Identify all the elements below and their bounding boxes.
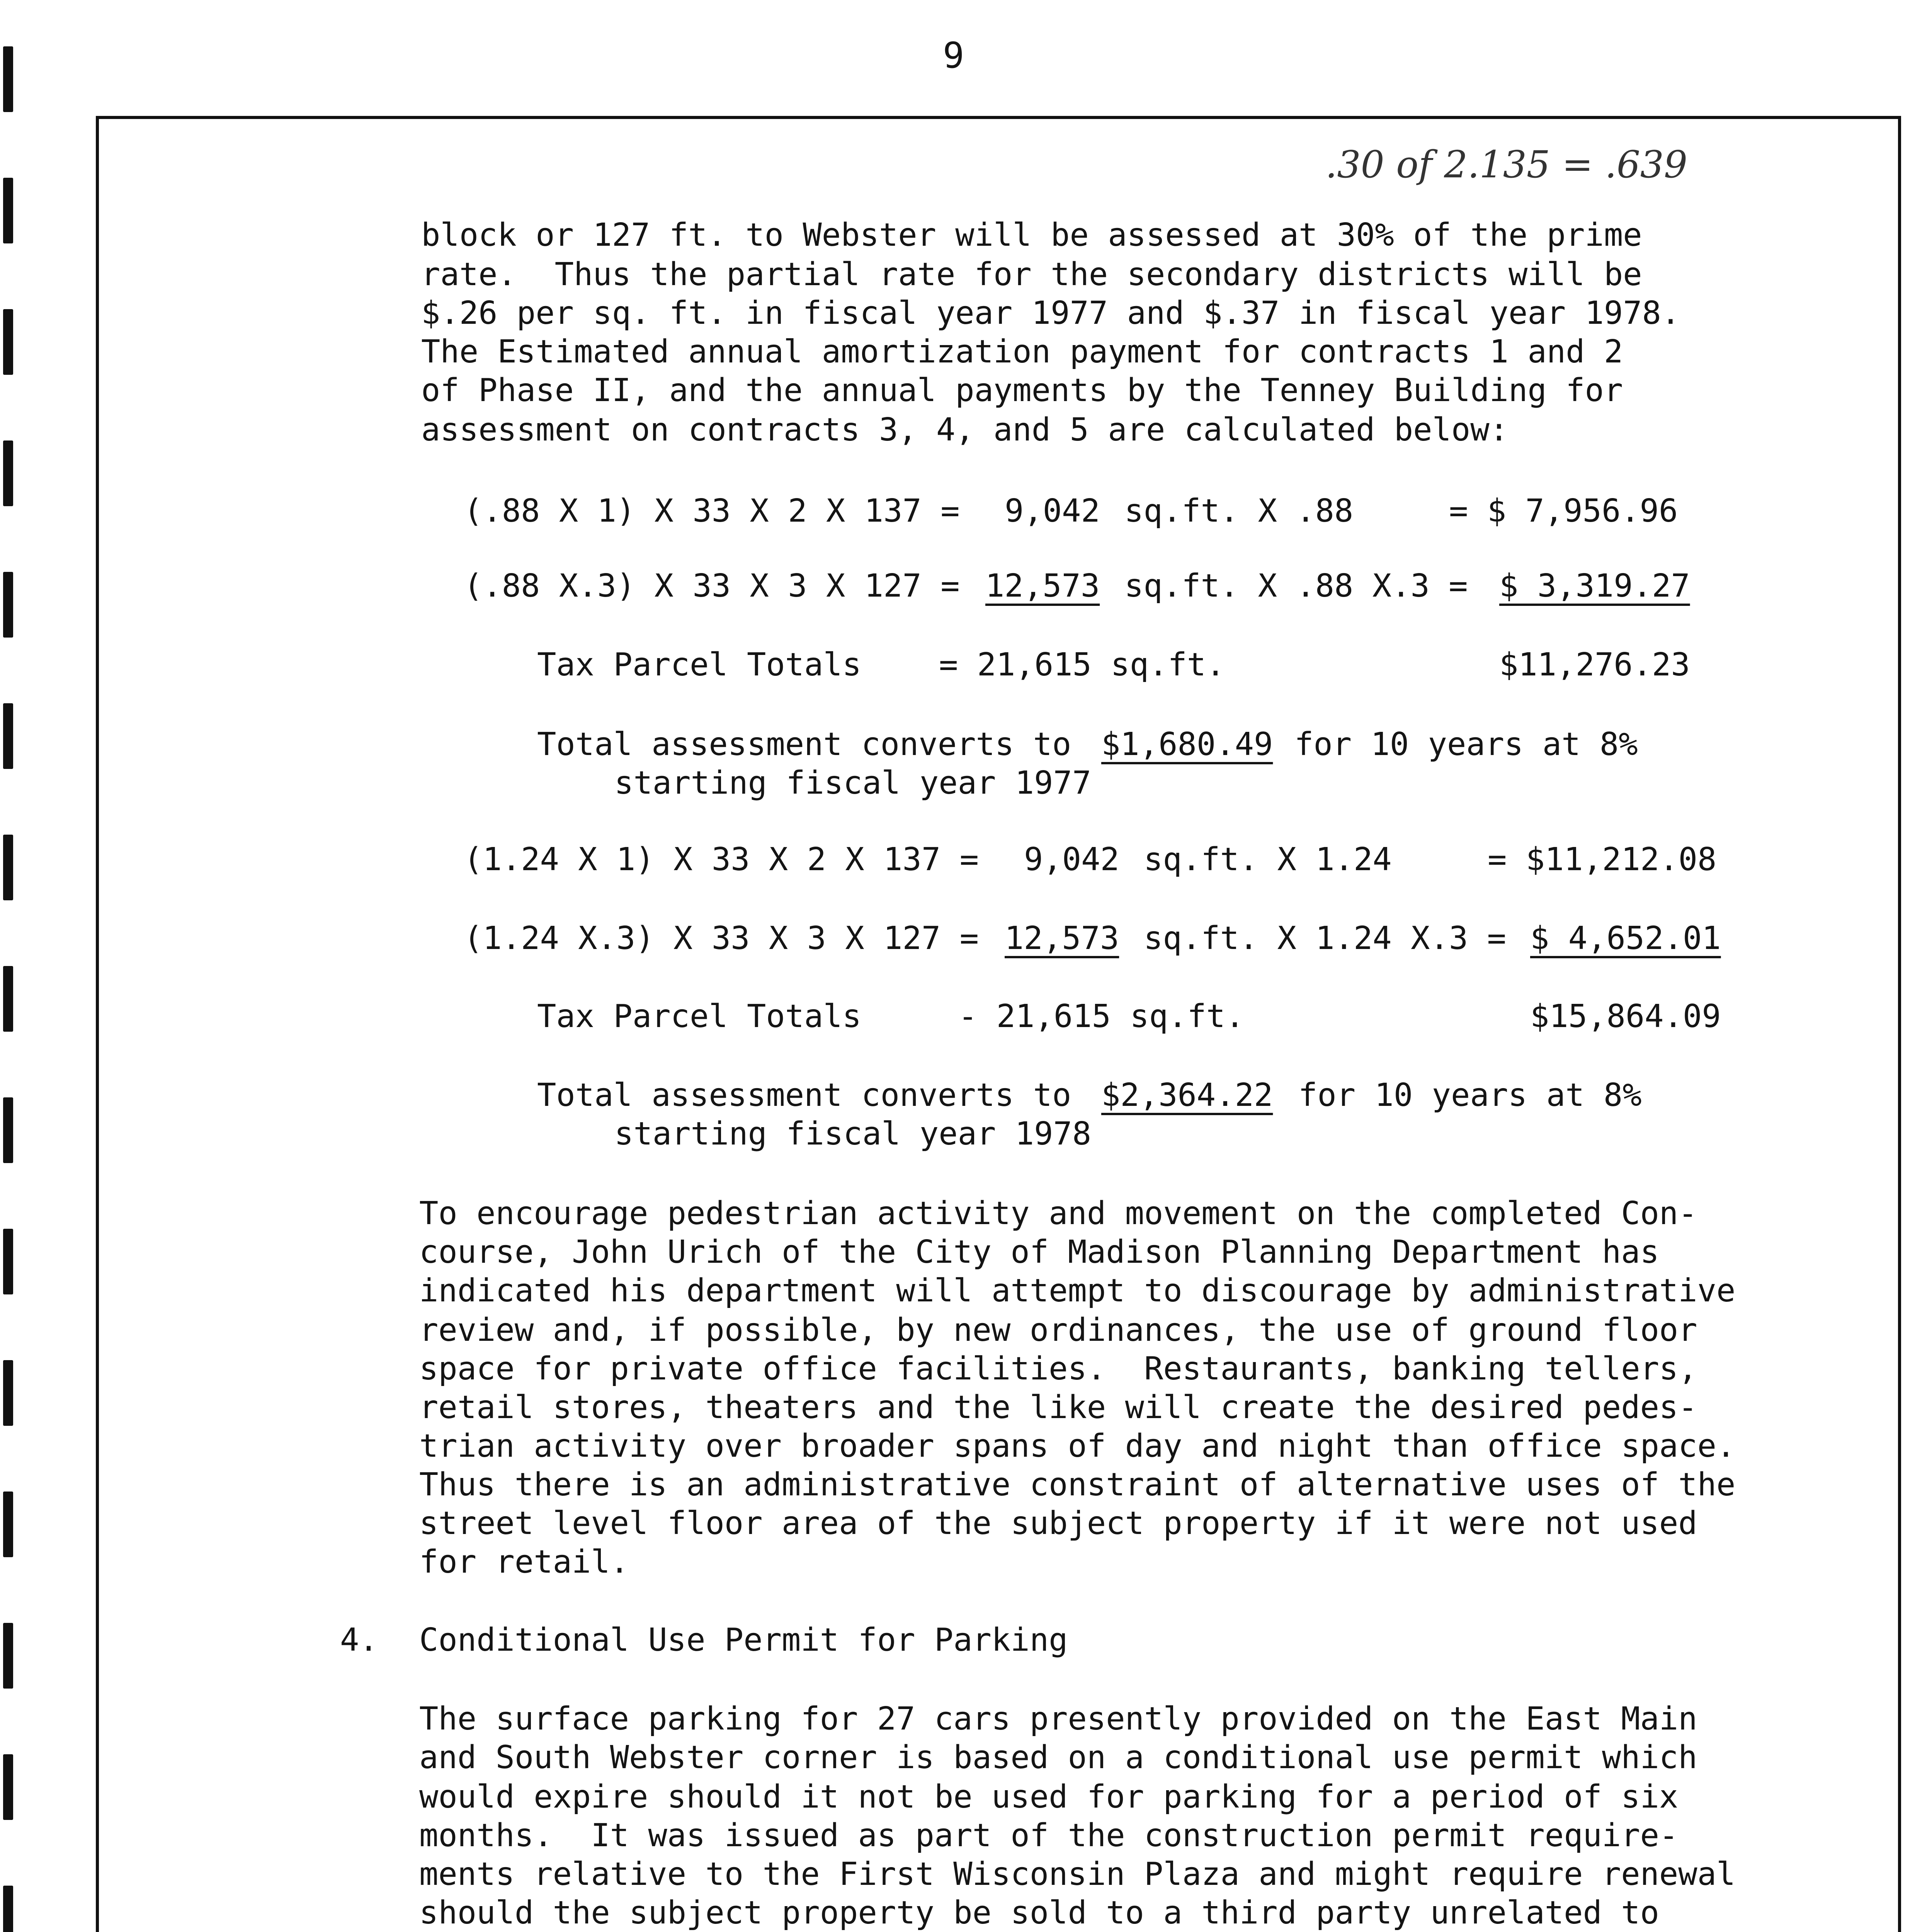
summary-line2: starting fiscal year 1978 [614,1116,1092,1152]
text-line: ments relative to the First Wisconsin Plaza and might require renewal [419,1856,1736,1893]
summary-suffix: for 10 years at 8% [1294,726,1638,763]
totals-label: Tax Parcel Totals [537,998,862,1035]
handwritten-note: .30 of 2.135 = .639 [1325,143,1688,186]
text-line: retail stores, theaters and the like will create the desired pedes- [419,1389,1697,1426]
text-line: for retail. [419,1544,629,1580]
text-line: indicated his department will attempt to discourage by administrative [419,1272,1736,1309]
text-line: months. It was issued as part of the construction permit require- [419,1817,1679,1854]
summary-prefix: Total assessment converts to [537,1077,1071,1114]
text-line: $.26 per sq. ft. in fiscal year 1977 and $.37 in fiscal year 1978. [421,295,1680,332]
summary-line2: starting fiscal year 1977 [614,765,1092,801]
formula: (1.24 X 1) X 33 X 2 X 137 = [464,841,979,878]
amount: = $ 7,956.96 [1449,493,1678,529]
summary-prefix: Total assessment converts to [537,726,1071,763]
binder-punch-mark [3,1623,13,1689]
binder-punch-mark [3,178,13,243]
rate: sq.ft. X .88 [1124,493,1354,529]
binder-punch-mark [3,309,13,375]
binder-punch-mark [3,1229,13,1294]
text-line: space for private office facilities. Restaurants, banking tellers, [419,1350,1697,1387]
binder-punch-mark [3,1886,13,1932]
text-line: To encourage pedestrian activity and movement on the completed Con- [419,1195,1697,1232]
summary-suffix: for 10 years at 8% [1298,1077,1642,1114]
totals-label: Tax Parcel Totals [537,646,862,683]
rate: sq.ft. X 1.24 [1144,841,1392,878]
text-line: block or 127 ft. to Webster will be assessed at 30% of the prime [421,217,1642,253]
binder-punch-mark [3,1754,13,1820]
amount: $ 3,319.27 [1499,568,1690,604]
formula: (1.24 X.3) X 33 X 3 X 127 = [464,920,979,957]
area: 12,573 [1005,920,1119,957]
binder-punch-mark [3,572,13,638]
summary-value: $2,364.22 [1101,1077,1273,1114]
text-line: assessment on contracts 3, 4, and 5 are calculated below: [421,412,1509,448]
summary-value: $1,680.49 [1101,726,1273,763]
binder-punch-mark [3,46,13,112]
totals-amount: $11,276.23 [1499,646,1690,683]
text-line: should the subject property be sold to a third party unrelated to [419,1895,1659,1931]
binder-punch-mark [3,440,13,506]
text-line: The surface parking for 27 cars presently provided on the East Main [419,1701,1697,1737]
binder-punch-mark [3,1360,13,1426]
text-line: course, John Urich of the City of Madison Planning Department has [419,1234,1659,1270]
totals-area: - 21,615 sq.ft. [958,998,1245,1035]
amount: = $11,212.08 [1488,841,1717,878]
rate: sq.ft. X .88 X.3 = [1124,568,1468,604]
text-line: Thus there is an administrative constraint of alternative uses of the [419,1466,1736,1503]
text-line: The Estimated annual amortization payment for contracts 1 and 2 [421,333,1623,370]
binder-punch-mark [3,966,13,1032]
binder-punch-mark [3,1097,13,1163]
text-line: trian activity over broader spans of day and night than office space. [419,1428,1736,1464]
text-line: rate. Thus the partial rate for the secondary districts will be [421,256,1642,293]
section-number: 4. [340,1622,378,1658]
text-line: and South Webster corner is based on a conditional use permit which [419,1739,1697,1776]
formula: (.88 X 1) X 33 X 2 X 137 = [464,493,960,529]
formula: (.88 X.3) X 33 X 3 X 127 = [464,568,960,604]
area: 9,042 [1005,493,1100,529]
binder-punch-mark [3,1492,13,1557]
amount: $ 4,652.01 [1530,920,1721,957]
area: 12,573 [985,568,1100,604]
binder-punch-mark [3,835,13,900]
totals-area: = 21,615 sq.ft. [939,646,1225,683]
text-line: review and, if possible, by new ordinances, the use of ground floor [419,1312,1697,1349]
section-heading: Conditional Use Permit for Parking [419,1622,1068,1658]
text-line: street level floor area of the subject property if it were not used [419,1505,1697,1542]
text-line: would expire should it not be used for parking for a period of six [419,1779,1679,1815]
page-number: 9 [943,35,964,76]
binder-punch-mark [3,703,13,769]
rate: sq.ft. X 1.24 X.3 = [1144,920,1506,957]
text-line: of Phase II, and the annual payments by the Tenney Building for [421,372,1623,409]
totals-amount: $15,864.09 [1530,998,1721,1035]
area: 9,042 [1024,841,1119,878]
